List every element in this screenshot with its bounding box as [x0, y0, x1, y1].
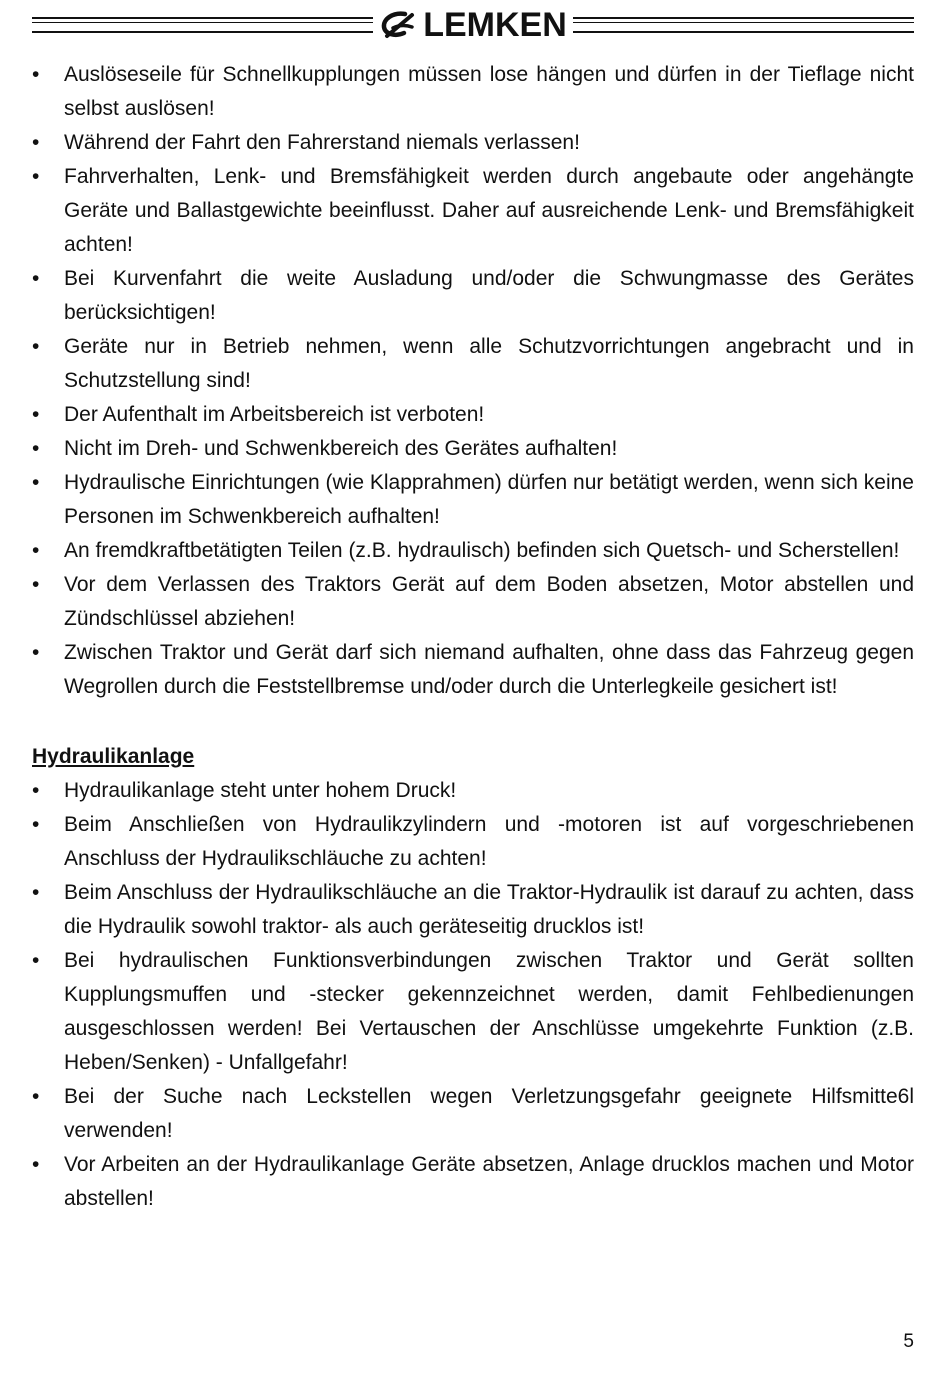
list-item-text: Hydraulische Einrichtungen (wie Klapprahmen) dürfen nur betätigt werden, wenn sich keine Personen im Schwenkbereich aufhalten!	[64, 471, 914, 528]
bullet-icon: •	[32, 471, 40, 494]
list-item	[32, 126, 914, 160]
list-item-text: Vor dem Verlassen des Traktors Gerät auf dem Boden absetzen, Motor abstellen und Zündschlüssel abziehen!	[64, 573, 914, 630]
list-item	[32, 432, 914, 466]
list-item	[32, 636, 914, 704]
list-item	[32, 466, 914, 534]
lemken-emblem-icon	[379, 10, 419, 40]
bullet-icon: •	[32, 403, 40, 426]
list-item-text: Der Aufenthalt im Arbeitsbereich ist verboten!	[64, 403, 485, 426]
bullet-icon: •	[32, 1153, 40, 1176]
bullet-icon: •	[32, 267, 40, 290]
bullet-icon: •	[32, 1085, 40, 1108]
list-item-text: Vor Arbeiten an der Hydraulikanlage Geräte absetzen, Anlage drucklos machen und Motor abstellen!	[64, 1153, 914, 1210]
safety-list	[32, 58, 914, 704]
list-item	[32, 330, 914, 398]
bullet-icon: •	[32, 641, 40, 664]
bullet-icon: •	[32, 437, 40, 460]
list-item	[32, 1148, 914, 1216]
bullet-icon: •	[32, 131, 40, 154]
bullet-icon: •	[32, 165, 40, 188]
list-item	[32, 534, 914, 568]
list-item-text: An fremdkraftbetätigten Teilen (z.B. hydraulisch) befinden sich Quetsch- und Scherstellen!	[64, 539, 900, 562]
list-item	[32, 160, 914, 262]
list-item	[32, 398, 914, 432]
list-item-text: Während der Fahrt den Fahrerstand niemals verlassen!	[64, 131, 580, 154]
list-item-text: Bei der Suche nach Leckstellen wegen Verletzungsgefahr geeignete Hilfsmitte6l verwenden!	[64, 1085, 914, 1142]
list-item-text: Hydraulikanlage steht unter hohem Druck!	[64, 779, 457, 802]
document-body	[32, 58, 914, 1216]
list-item-text: Bei hydraulischen Funktionsverbindungen zwischen Traktor und Gerät sollten Kupplungsmuffen und -stecker gekennzeichnet werden, damit Fehlbedienungen ausgeschlossen werden! Bei Vertauschen der Anschlüsse umgekehrte Funktion (z.B. Heben/Senken) - Unfallgefahr!	[64, 949, 914, 1074]
list-item	[32, 876, 914, 944]
list-item-text: Geräte nur in Betrieb nehmen, wenn alle Schutzvorrichtungen angebracht und in Schutzstellung sind!	[64, 335, 914, 392]
lemken-logo	[373, 8, 573, 42]
header-rule-left	[32, 17, 373, 33]
list-item	[32, 262, 914, 330]
list-item-text: Auslöseseile für Schnellkupplungen müssen lose hängen und dürfen in der Tieflage nicht selbst auslösen!	[64, 63, 914, 120]
bullet-icon: •	[32, 63, 40, 86]
list-item	[32, 944, 914, 1080]
bullet-icon: •	[32, 779, 40, 802]
list-item	[32, 808, 914, 876]
list-item	[32, 568, 914, 636]
list-item	[32, 1080, 914, 1148]
section-title-hydraulikanlage: Hydraulikanlage	[32, 745, 195, 768]
bullet-icon: •	[32, 949, 40, 972]
bullet-icon: •	[32, 813, 40, 836]
list-item-text: Beim Anschluss der Hydraulikschläuche an die Traktor-Hydraulik ist darauf zu achten, dass die Hydraulik sowohl traktor- als auch geräteseitig drucklos ist!	[64, 881, 914, 938]
list-item	[32, 58, 914, 126]
header-rule-right	[573, 17, 914, 33]
list-item-text: Fahrverhalten, Lenk- und Bremsfähigkeit werden durch angebaute oder angehängte Geräte und Ballastgewichte beeinflusst. Daher auf ausreichende Lenk- und Bremsfähigkeit achten!	[64, 165, 914, 256]
list-item-text: Beim Anschließen von Hydraulikzylindern und -motoren ist auf vorgeschriebenen Anschluss der Hydraulikschläuche zu achten!	[64, 813, 914, 870]
hydraulics-list	[32, 774, 914, 1216]
bullet-icon: •	[32, 539, 40, 562]
page-number: 5	[903, 1331, 914, 1352]
list-item-text: Zwischen Traktor und Gerät darf sich niemand aufhalten, ohne dass das Fahrzeug gegen Wegrollen durch die Feststellbremse und/oder durch die Unterlegkeile gesichert ist!	[64, 641, 914, 698]
logo-wordmark: LEMKEN	[423, 6, 567, 44]
list-item-text: Nicht im Dreh- und Schwenkbereich des Gerätes aufhalten!	[64, 437, 618, 460]
list-item	[32, 774, 914, 808]
bullet-icon: •	[32, 335, 40, 358]
page-header	[32, 8, 914, 42]
bullet-icon: •	[32, 881, 40, 904]
bullet-icon: •	[32, 573, 40, 596]
list-item-text: Bei Kurvenfahrt die weite Ausladung und/oder die Schwungmasse des Gerätes berücksichtigen!	[64, 267, 914, 324]
